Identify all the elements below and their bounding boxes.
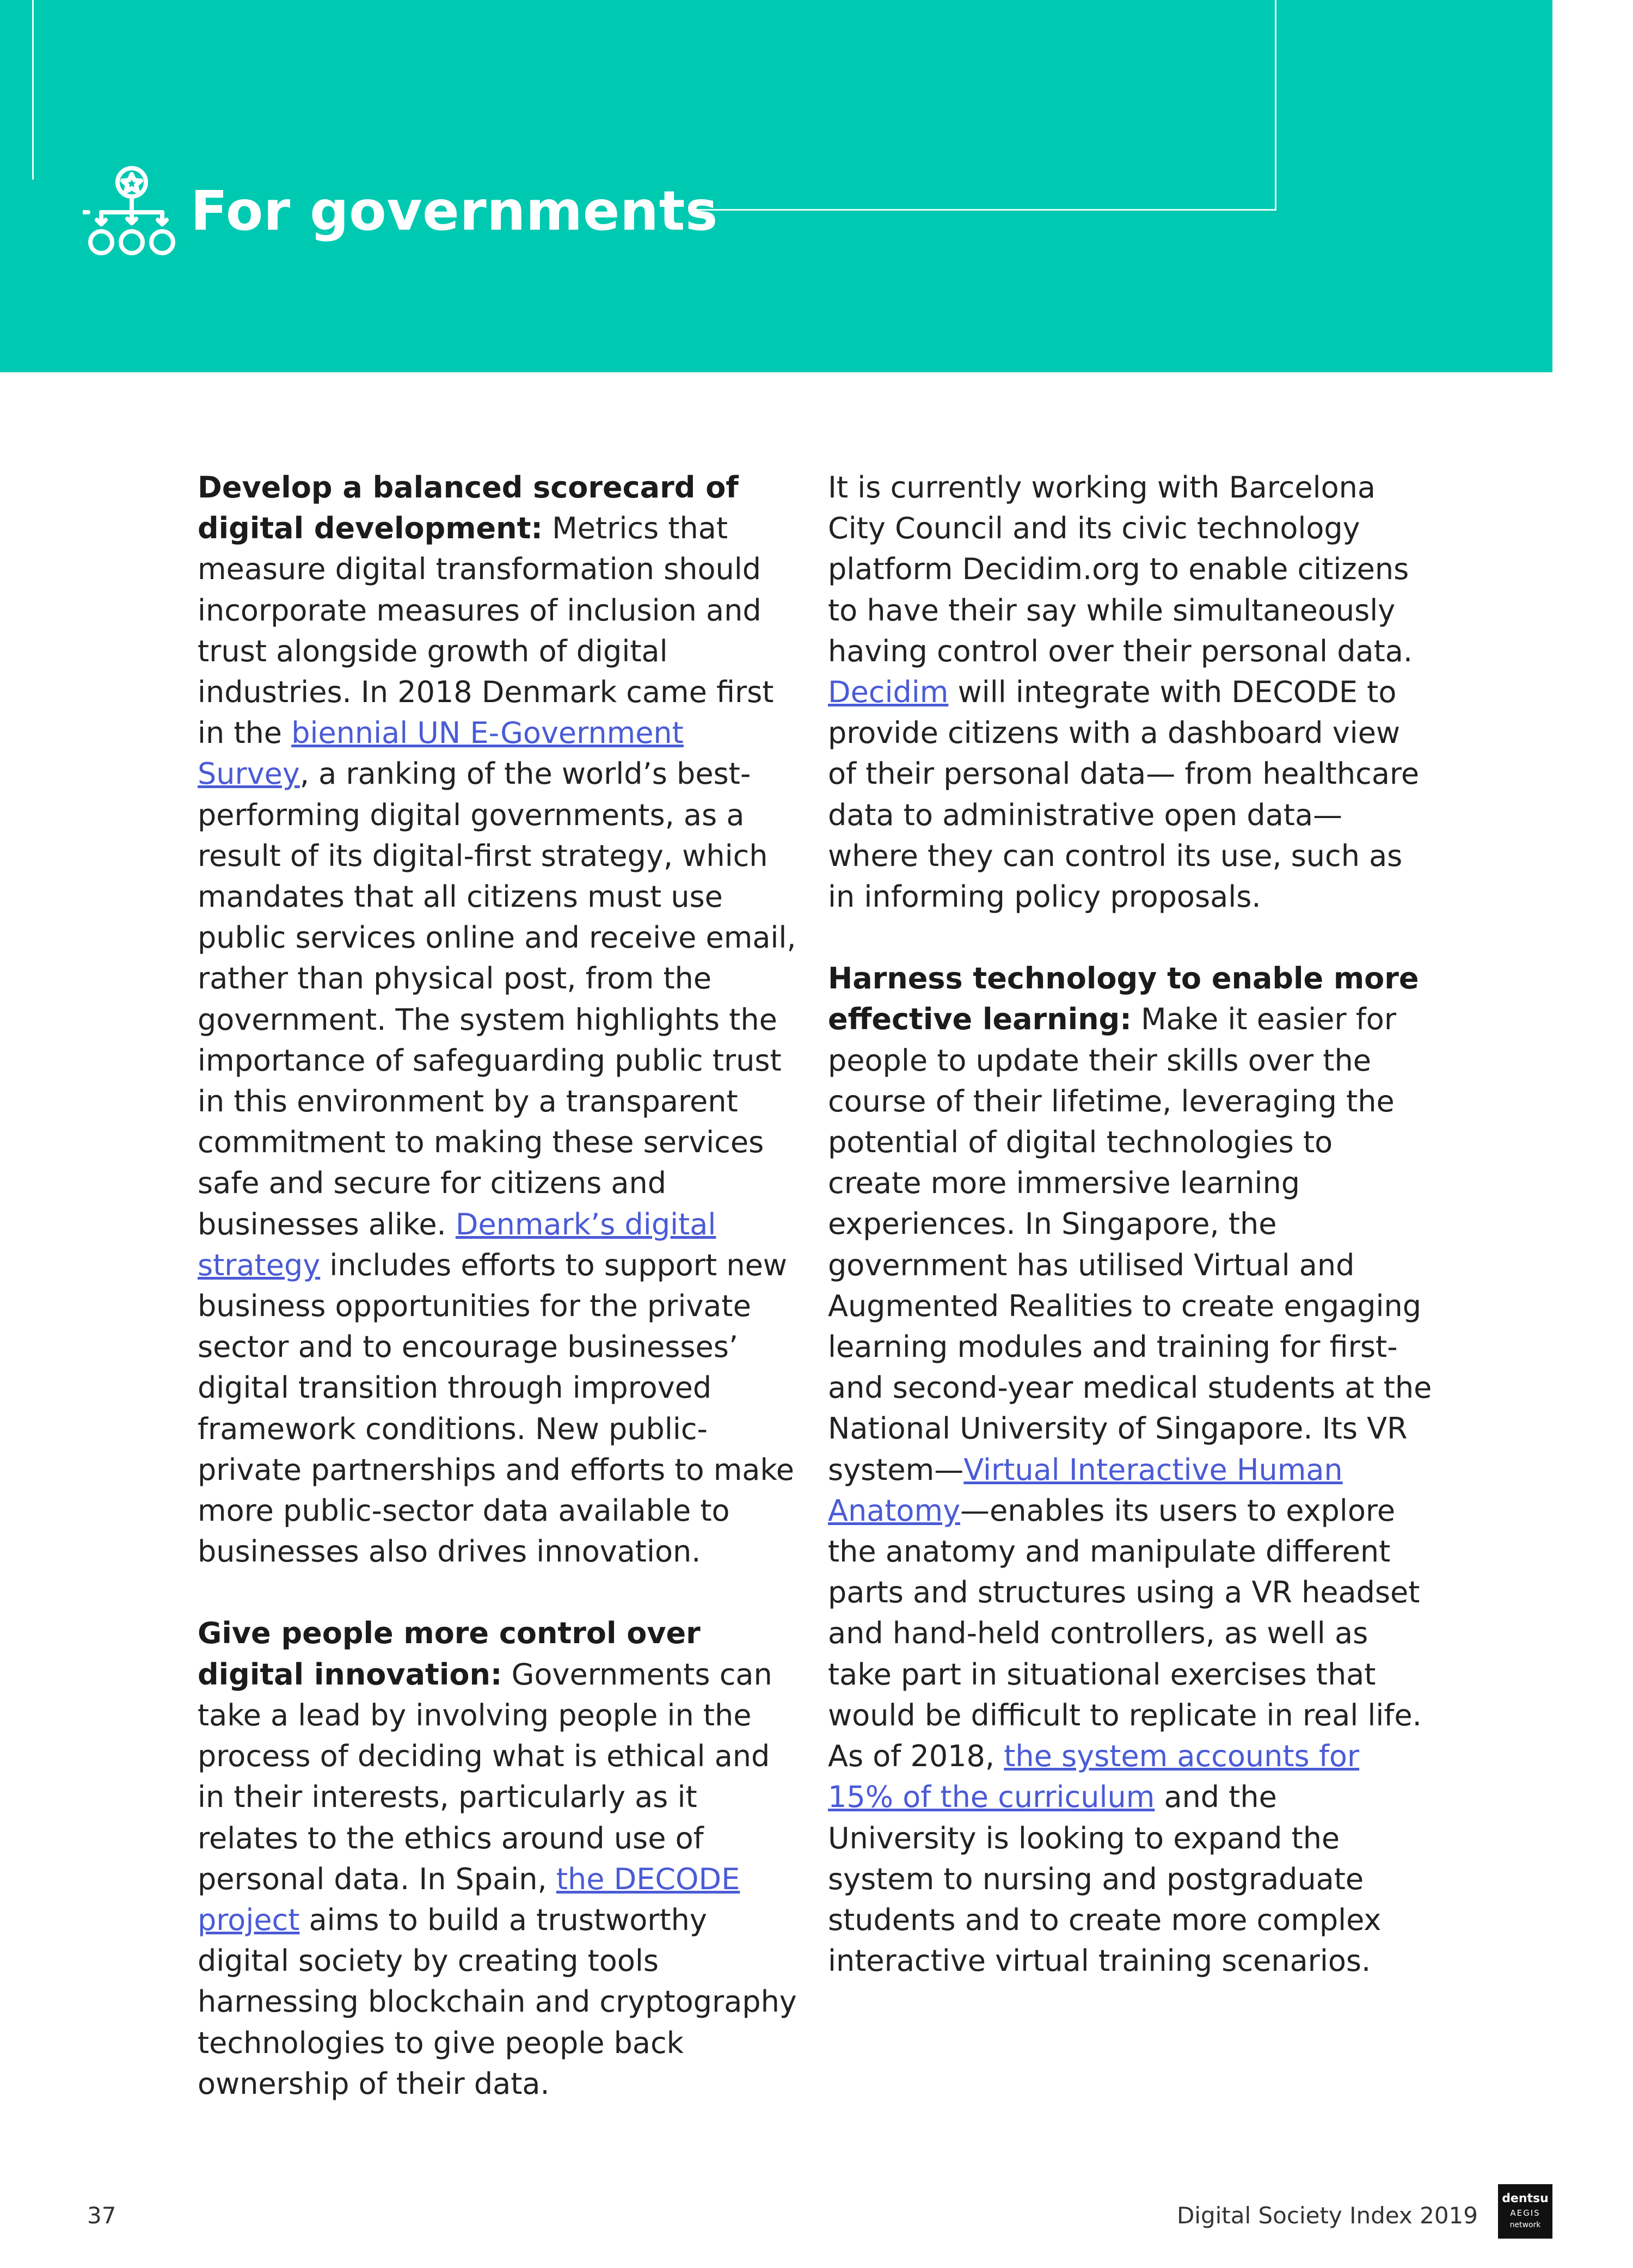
header-banner <box>0 0 1552 372</box>
left-column <box>198 467 802 2145</box>
dentsu-aegis-logo <box>1498 2184 1552 2239</box>
link-denmark-digital-strategy[interactable]: Denmark’s digital strategy <box>198 1207 716 1282</box>
body-text: —enables its users to explore the anatomy and manipulate different parts and structures using a VR headset and hand-held controllers, as well as take part in situational exercises that would be difficult to replicate in real life. As of 2018, <box>828 1493 1422 1774</box>
section-control-innovation <box>198 1613 802 2104</box>
section-heading: Harness technology to enable more effective learning: <box>828 961 1419 1037</box>
body-text: and the University is looking to expand the system to nursing and postgraduate students and to create more complex interactive virtual training scenarios. <box>828 1780 1382 1978</box>
body-text: aims to build a trustworthy digital society by creating tools harnessing blockchain and cryptography technologies to give people back ownership of their data. <box>198 1902 797 2101</box>
body-text: includes efforts to support new business opportunities for the private sector and to encourage businesses’ digital transition through improved framework conditions. New public-private partnerships and efforts to make more public-sector data available to businesses also drives innovation. <box>198 1247 794 1569</box>
link-decode-project[interactable]: the DECODE project <box>198 1861 740 1937</box>
body-text: Governments can take a lead by involving people in the process of deciding what is ethical and in their interests, particularly as it relates to the ethics around use of personal data. In Spain, <box>198 1657 772 1896</box>
section-scorecard <box>198 467 802 1572</box>
body-text: It is currently working with Barcelona City Council and its civic technology platform Decidim.org to enable citizens to have their say while simultaneously having control over their personal data. <box>828 470 1413 668</box>
link-system-curriculum[interactable]: the system accounts for 15% of the curriculum <box>828 1739 1360 1815</box>
body-text: will integrate with DECODE to provide citizens with a dashboard view of their personal data— from healthcare data to administrative open data—where they can control its use, such as in informing policy proposals. <box>828 675 1420 914</box>
footer-document-title: Digital Society Index 2019 <box>1176 2202 1478 2229</box>
link-un-egov-survey[interactable]: biennial UN E-Government Survey <box>198 716 684 791</box>
section-heading: Develop a balanced scorecard of digital development: <box>198 470 739 546</box>
section-heading: Give people more control over digital innovation: <box>198 1616 701 1692</box>
logo-text-dentsu: dentsu <box>1502 2192 1549 2205</box>
org-hierarchy-star-icon <box>83 163 181 261</box>
body-text: Metrics that measure digital transformation should incorporate measures of inclusion and trust alongside growth of digital industries. In 2018 Denmark came first in the <box>198 511 774 751</box>
page-title: For governments <box>191 179 718 243</box>
link-virtual-interactive-human-anatomy[interactable]: Virtual Interactive Human Anatomy <box>828 1452 1343 1528</box>
section-effective-learning <box>828 958 1432 1981</box>
body-text: , a ranking of the world’s best-performing digital governments, as a result of its digital-first strategy, which mandates that all citizens must use public services online and receive email, rather than physical post, from the government. The system highlights the importance of safeguarding public trust in this environment by a transparent commitment to making these services safe and secure for citizens and businesses alike. <box>198 757 796 1241</box>
right-column <box>828 467 1432 2022</box>
paragraph-barcelona <box>828 467 1432 917</box>
logo-text-aegis: AEGIS <box>1510 2208 1540 2218</box>
page-number: 37 <box>87 2202 116 2229</box>
body-text: Make it easier for people to update their skills over the course of their lifetime, leveraging the potential of digital technologies to create more immersive learning experiences. In Singapore, the government has utilised Virtual and Augmented Realities to create engaging learning modules and training for first- and second-year medical students at the National University of Singapore. Its VR system— <box>828 1002 1432 1487</box>
link-decidim[interactable]: Decidim <box>828 675 949 710</box>
logo-text-network: network <box>1509 2221 1541 2229</box>
